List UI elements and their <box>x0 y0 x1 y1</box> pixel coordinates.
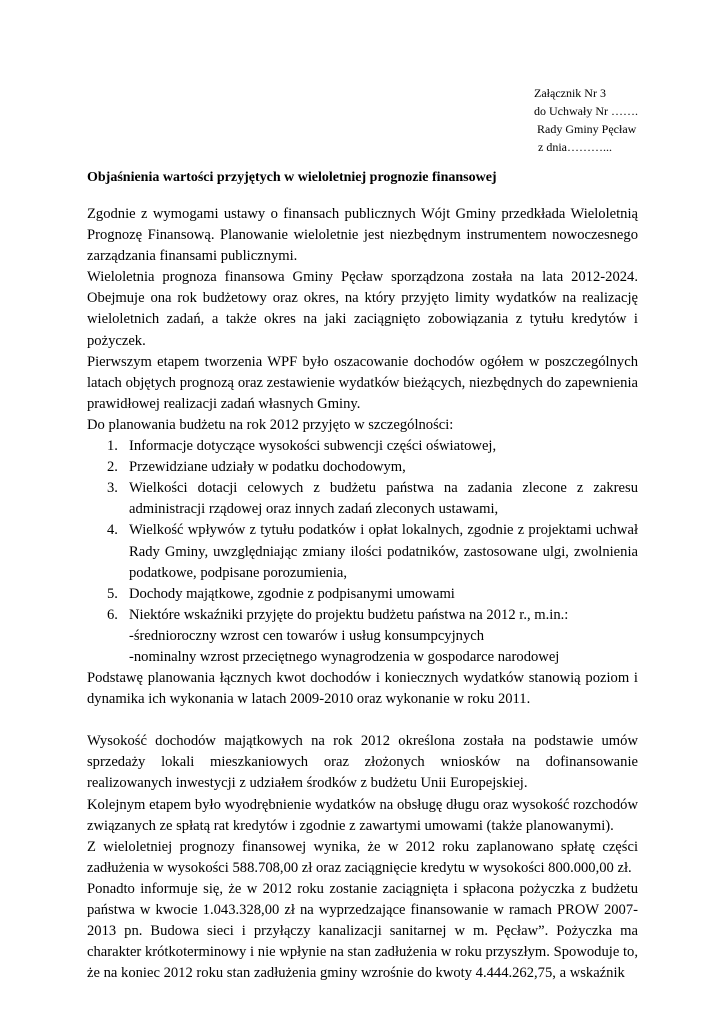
list-item: 3. Wielkości dotacji celowych z budżetu państwa na zadania zlecone z zakresu administracji rządowej oraz innych zadań zleconych ustawami, <box>107 480 638 518</box>
list-item: 6. Niektóre wskaźniki przyjęte do projektu budżetu państwa na 2012 r., m.in.: <box>107 606 569 623</box>
document-title: Objaśnienia wartości przyjętych w wieloletniej prognozie finansowej <box>87 170 497 185</box>
annex-council: Rady Gminy Pęcław <box>537 122 637 136</box>
paragraph-intro: Zgodnie z wymogami ustawy o finansach publicznych Wójt Gminy przedkłada Wieloletnią Prognozę Finansową. Planowanie wieloletnie jest niezbędnym instrumentem nowoczesnego zarządzania finansami publicznymi. <box>87 206 638 265</box>
sublist-item-wages: -nominalny wzrost przeciętnego wynagrodzenia w gospodarce narodowej <box>129 648 560 665</box>
sublist-item-prices: -średnioroczny wzrost cen towarów i usług konsumpcyjnych <box>129 627 485 644</box>
list-item: 5. Dochody majątkowe, zgodnie z podpisanymi umowami <box>107 585 455 602</box>
paragraph-loan: Ponadto informuje się, że w 2012 roku zostanie zaciągnięta i spłacona pożyczka z budżetu państwa w kwocie 1.043.328,00 zł na wyprzedzające finansowanie w ramach PROW 2007-2013 pn. Budowa sieci i przyłączy kanalizacji sanitarnej w m. Pęcław”. Pożyczka ma charakter krótkoterminowy i nie wpłynie na stan zadłużenia w roku przyszłym. Spowoduje to, że na koniec 2012 roku stan zadłużenia gminy wzrośnie do kwoty 4.444.262,75, a wskaźnik <box>87 880 638 982</box>
annex-number: Załącznik Nr 3 <box>534 86 606 100</box>
paragraph-assumptions: Do planowania budżetu na rok 2012 przyjęto w szczególności: <box>87 416 454 433</box>
paragraph-first-stage: Pierwszym etapem tworzenia WPF było oszacowanie dochodów ogółem w poszczególnych latach objętych prognozą oraz zestawienie wydatków bieżących, niezbędnych do zapewnienia prawidłowej realizacji zadań własnych Gminy. <box>87 353 638 412</box>
paragraph-repayment: Z wieloletniej prognozy finansowej wynika, że w 2012 roku zaplanowano spłatę części zadłużenia w wysokości 588.708,00 zł oraz zaciągnięcie kredytu w wysokości 800.000,00 zł. <box>87 838 638 876</box>
annex-resolution: do Uchwały Nr ……. <box>534 104 638 118</box>
list-item: 2. Przewidziane udziały w podatku dochodowym, <box>107 459 406 476</box>
paragraph-scope: Wieloletnia prognoza finansowa Gminy Pęcław sporządzona została na lata 2012-2024. Obejmuje ona rok budżetowy oraz okres, na który przyjęto limity wydatków na realizację wieloletnich zadań, a także okres na jaki zaciągnięto zobowiązania z tytułu kredytów i pożyczek. <box>87 269 638 349</box>
list-item: 1. Informacje dotyczące wysokości subwencji części oświatowej, <box>107 438 497 455</box>
paragraph-debt-service: Kolejnym etapem było wyodrębnienie wydatków na obsługę długu oraz wysokość rozchodów związanych ze spłatą rat kredytów i zgodnie z zawartymi umowami (także planowanymi). <box>87 796 638 834</box>
document-body <box>87 204 638 984</box>
annex-date: z dnia………... <box>538 140 612 154</box>
paragraph-basis: Podstawę planowania łącznych kwot dochodów i koniecznych wydatków stanowią poziom i dynamika ich wykonania w latach 2009-2010 oraz wykonanie w roku 2011. <box>87 670 638 708</box>
annex-header <box>534 84 638 156</box>
list-item: 4. Wielkość wpływów z tytułu podatków i opłat lokalnych, zgodnie z projektami uchwał Rady Gminy, uwzględniając zmiany ilości podatników, zastosowane ulgi, zwolnienia podatkowe, podpisane porozumienia, <box>107 522 638 581</box>
assumptions-list <box>87 436 638 626</box>
paragraph-property-income: Wysokość dochodów majątkowych na rok 2012 określona została na podstawie umów sprzedaży lokali mieszkaniowych oraz złożonych wniosków na dofinansowanie realizowanych inwestycji z udziałem środków z budżetu Unii Europejskiej. <box>87 733 638 792</box>
